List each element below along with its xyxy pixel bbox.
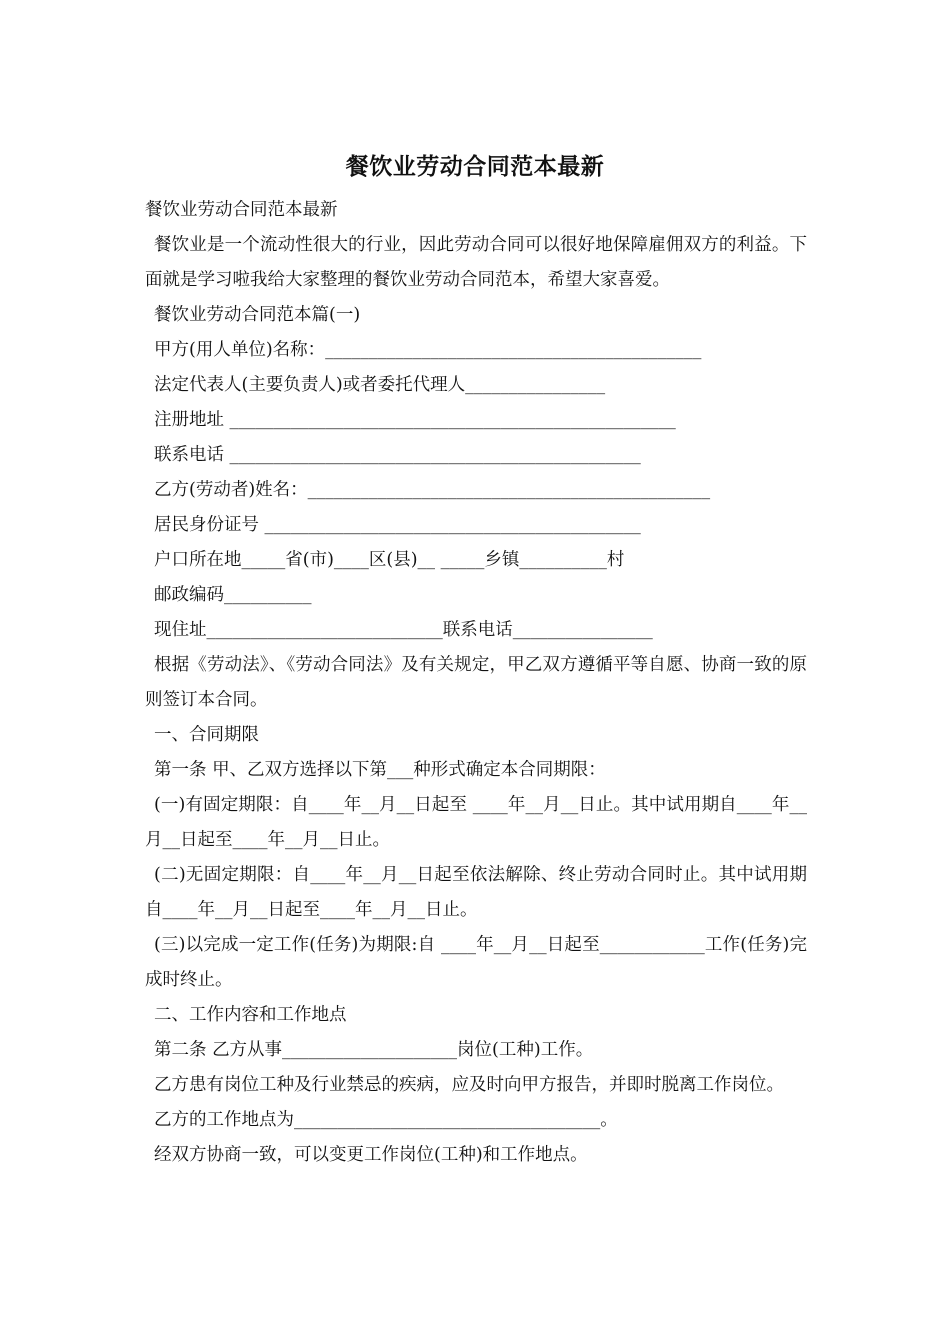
party-b-name-field: 乙方(劳动者)姓名：______________________________________________ [154,480,711,500]
id-number-field: 居民身份证号 ___________________________________________ [154,515,641,535]
work-heading: 二、工作内容和工作地点 [154,1005,347,1025]
term-heading: 一、合同期限 [154,725,259,745]
intro-paragraph: 餐饮业是一个流动性很大的行业，因此劳动合同可以很好地保障雇佣双方的利益。下面就是学习啦我给大家整理的餐饮业劳动合同范本，希望大家喜爱。 [145,235,807,290]
change-clause: 经双方协商一致，可以变更工作岗位(工种)和工作地点。 [154,1145,588,1165]
document-subtitle: 餐饮业劳动合同范本最新 [145,200,338,220]
article-2: 第二条 乙方从事____________________岗位(工种)工作。 [154,1040,594,1060]
legal-representative-field: 法定代表人(主要负责人)或者委托代理人________________ [154,375,606,395]
open-term-clause: (二)无固定期限：自____年__月__日起至依法解除、终止劳动合同时止。其中试用期自____年__月__日起至____年__月__日止。 [145,865,807,920]
task-term-clause: (三)以完成一定工作(任务)为期限:自 ____年__月__日起至____________工作(任务)完成时终止。 [145,935,807,990]
party-a-phone-field: 联系电话 _______________________________________________ [154,445,641,465]
article-1: 第一条 甲、乙双方选择以下第___种形式确定本合同期限： [154,760,606,780]
fixed-term-clause: (一)有固定期限：自____年__月__日起至 ____年__月__日止。其中试用期自____年__月__日起至____年__月__日止。 [145,795,807,850]
document-title: 餐饮业劳动合同范本最新 [345,153,605,180]
postcode-field: 邮政编码__________ [154,585,312,605]
party-a-name-field: 甲方(用人单位)名称：___________________________________________ [154,340,702,360]
registered-address-field: 注册地址 ___________________________________________________ [154,410,676,430]
workplace-clause: 乙方的工作地点为___________________________________。 [154,1110,618,1130]
hukou-field: 户口所在地_____省(市)____区(县)__ _____乡镇__________村 [154,550,625,570]
disease-clause: 乙方患有岗位工种及行业禁忌的疾病，应及时向甲方报告，并即时脱离工作岗位。 [154,1075,784,1095]
basis-paragraph: 根据《劳动法》、《劳动合同法》及有关规定，甲乙双方遵循平等自愿、协商一致的原则签订本合同。 [145,655,807,710]
current-address-field: 现住址___________________________联系电话________________ [154,620,653,640]
section-heading: 餐饮业劳动合同范本篇(一) [154,305,361,325]
document-body [145,193,807,1173]
